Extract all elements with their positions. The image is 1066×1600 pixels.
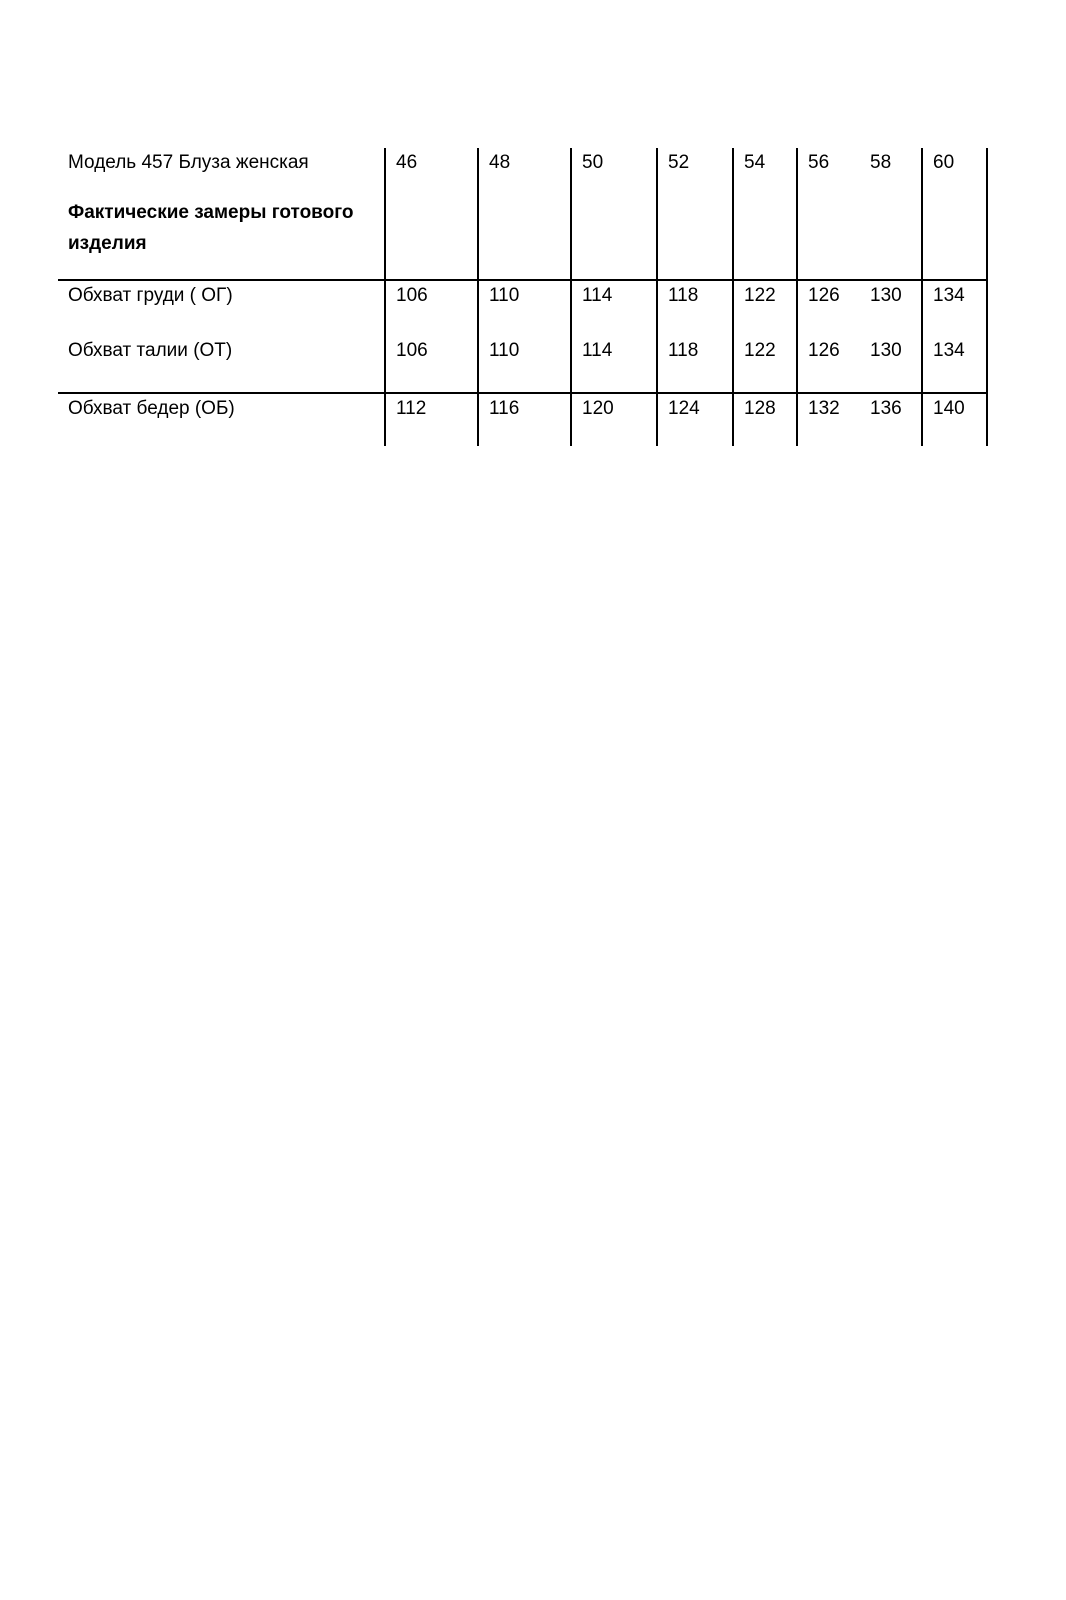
table-cell: 116 — [489, 398, 520, 419]
table-cell: 126 — [808, 285, 840, 306]
size-header: 52 — [668, 152, 690, 173]
size-header: 60 — [933, 152, 955, 173]
table-cell: 114 — [582, 285, 613, 306]
measurements-subtitle-continued: изделия — [68, 233, 147, 254]
size-header: 50 — [582, 152, 604, 173]
column-divider — [477, 148, 479, 446]
table-cell: 110 — [489, 285, 520, 306]
table-cell: 134 — [933, 285, 965, 306]
model-title: Модель 457 Блуза женская — [68, 152, 309, 173]
row-label-waist: Обхват талии (ОТ) — [68, 340, 233, 361]
table-cell: 140 — [933, 398, 965, 419]
table-cell: 118 — [668, 340, 699, 361]
column-divider — [570, 148, 572, 446]
table-cell: 122 — [744, 340, 776, 361]
table-cell: 124 — [668, 398, 700, 419]
column-divider — [986, 148, 988, 446]
row-label-hips: Обхват бедер (ОБ) — [68, 398, 235, 419]
column-divider — [732, 148, 734, 446]
size-chart-table — [0, 0, 1066, 460]
table-cell: 118 — [668, 285, 699, 306]
size-header: 46 — [396, 152, 418, 173]
column-divider — [921, 148, 923, 446]
table-cell: 130 — [870, 285, 902, 306]
measurements-subtitle: Фактические замеры готового — [68, 202, 354, 223]
column-divider — [384, 148, 386, 446]
table-cell: 120 — [582, 398, 614, 419]
table-cell: 122 — [744, 285, 776, 306]
size-header: 58 — [870, 152, 892, 173]
table-cell: 128 — [744, 398, 776, 419]
column-divider — [796, 148, 798, 446]
row-divider — [58, 279, 988, 281]
table-cell: 114 — [582, 340, 613, 361]
table-cell: 110 — [489, 340, 520, 361]
size-header: 56 — [808, 152, 830, 173]
table-cell: 130 — [870, 340, 902, 361]
row-label-chest: Обхват груди ( ОГ) — [68, 285, 233, 306]
size-header: 48 — [489, 152, 511, 173]
table-cell: 126 — [808, 340, 840, 361]
table-cell: 136 — [870, 398, 902, 419]
table-cell: 132 — [808, 398, 840, 419]
table-cell: 106 — [396, 285, 428, 306]
table-cell: 106 — [396, 340, 428, 361]
row-divider — [58, 392, 988, 394]
column-divider — [656, 148, 658, 446]
table-cell: 134 — [933, 340, 965, 361]
table-cell: 112 — [396, 398, 427, 419]
size-header: 54 — [744, 152, 766, 173]
